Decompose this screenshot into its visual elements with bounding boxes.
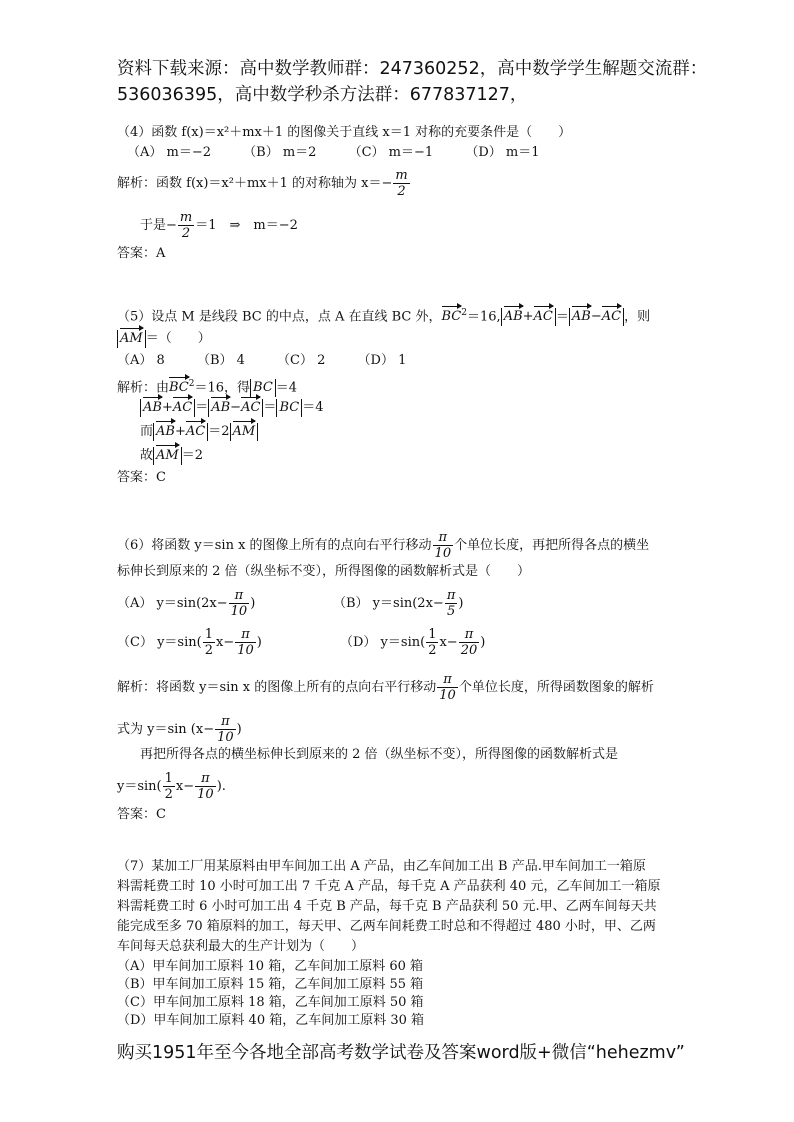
vector-ac: AC (172, 400, 193, 415)
q5-sol-mid: ＝16，得 (194, 380, 251, 396)
fraction-pi-20 (459, 627, 480, 658)
abs-am (153, 447, 182, 465)
q5-solution-line3 (140, 423, 258, 441)
frac-numerator: π (446, 588, 456, 603)
frac-numerator: m (395, 168, 408, 183)
fraction-pi-10 (195, 771, 216, 802)
q6-option-c-text: （C） y＝sin( (117, 635, 202, 650)
header-banner: 资料下载来源：高中数学教师群：247360252，高中数学学生解题交流群：536036395，高中数学秒杀方法群：677837127， (117, 59, 708, 105)
fraction-pi-10 (229, 588, 250, 619)
frac-numerator: π (437, 672, 458, 688)
vector-ab: AB (143, 400, 162, 415)
q5-solution-line4 (140, 447, 203, 465)
q5-options (117, 352, 434, 370)
vector-ac: AC (533, 309, 553, 325)
q4-solution (117, 168, 411, 199)
q6-solution-line4 (117, 771, 226, 802)
q6-sol-line2-text: 式为 y＝sin (x− (117, 722, 215, 737)
q6-sol-cont: 个单位长度，所得函数图象的解析 (458, 680, 654, 695)
vector-am: AM (156, 448, 179, 463)
q7-option-c: （C）甲车间加工原料 18 箱，乙车间加工原料 50 箱 (117, 995, 424, 1010)
abs-diff: AB−AC (569, 308, 624, 326)
abs-sum: AB+AC (153, 423, 208, 441)
frac-denominator: 10 (197, 787, 214, 802)
abs-am (117, 330, 146, 348)
vector-bc: BC (441, 309, 462, 325)
q6-option-a (117, 588, 255, 619)
q6-option-b (333, 588, 463, 619)
fraction-pi-10 (437, 672, 458, 703)
abs-bc: BC (276, 399, 302, 417)
q5-solution-line1 (117, 375, 297, 397)
frac-denominator: 2 (181, 226, 191, 241)
q7-stem-line: 料需耗费工时 6 小时可加工出 4 千克 B 产品，每千克 B 产品获利 50 元.甲、乙两车间每天共 (117, 899, 657, 914)
q5-option-c: （C） 2 (277, 353, 326, 368)
q7-stem-line: （7）某加工厂用某原料由甲车间加工出 A 产品，由乙车间加工出 B 产品.甲车间加工一箱原 (117, 859, 646, 874)
vector-ac: AC (185, 424, 206, 439)
q5-answer: 答案：C (117, 470, 166, 485)
fraction-half (203, 627, 215, 658)
close-paren: ) (236, 722, 242, 737)
q7-stem-line: 料需耗费工时 10 小时可加工出 7 千克 A 产品，每千克 A 产品获利 40 元，乙车间加工一箱原 (117, 879, 661, 894)
q5-line3-prefix: 而 (140, 424, 154, 439)
q4-option-d: （D） m＝1 (465, 145, 540, 160)
abs-diff: AB−AC (208, 399, 263, 417)
q5-option-b: （B） 4 (196, 353, 245, 368)
q6-answer: 答案：C (117, 807, 166, 822)
frac-numerator: π (235, 627, 256, 643)
q6-solution-line2 (117, 714, 242, 745)
frac-denominator: 10 (439, 688, 456, 703)
close-paren: ) (458, 596, 464, 611)
q4-step-prefix: 于是− (140, 218, 177, 233)
close-paren: ) (250, 596, 256, 611)
q5-stem-line2 (117, 330, 211, 348)
q5-sol-result: ＝4 (275, 380, 298, 396)
footer-banner: 购买1951年至今各地全部高考数学试卷及答案word版+微信“hehezmv” (117, 1043, 685, 1063)
fraction-half (426, 627, 438, 658)
q6-sol-text: 解析：将函数 y＝sin x 的图像上所有的点向右平行移动 (117, 680, 437, 695)
q5-stem-blank: ＝（ ） (145, 331, 211, 346)
superscript: 2 (188, 379, 195, 389)
q5-line3-mid: ＝2 (208, 424, 230, 439)
q6-stem-line2: 标伸长到原来的 2 倍（纵坐标不变），所得图像的函数解析式是（ ） (117, 564, 531, 579)
q5-line4-tail: ＝2 (181, 448, 203, 463)
q4-options (127, 144, 567, 162)
q6-option-d-mid: x− (439, 635, 458, 650)
vector-ab: AB (571, 309, 591, 325)
q5-stem-text: （5）设点 M 是线段 BC 的中点，点 A 在直线 BC 外， (117, 309, 442, 325)
frac-denominator: 20 (460, 643, 478, 658)
q5-option-a: （A） 8 (117, 353, 165, 368)
q4-stem: （4）函数 f(x)＝x²＋mx＋1 的图像关于直线 x＝1 对称的充要条件是（ ） (117, 125, 572, 140)
fraction-half (163, 771, 175, 802)
q7-stem-line: 能完成至多 70 箱原料的加工，每天甲、乙两车间耗费工时总和不得超过 480 小时，甲、乙两 (117, 919, 656, 934)
q5-stem-then: ，则 (624, 309, 651, 325)
q4-option-b: （B） m＝2 (243, 145, 317, 160)
q4-option-c: （C） m＝−1 (348, 145, 434, 160)
abs-bc: BC (250, 379, 276, 397)
vector-am: AM (120, 331, 143, 346)
frac-numerator: π (195, 771, 216, 787)
frac-numerator: m (179, 210, 193, 225)
q7-option-d: （D）甲车间加工原料 40 箱，乙车间加工原料 30 箱 (117, 1013, 425, 1028)
fraction-pi-10 (235, 627, 256, 658)
q7-option-b: （B）甲车间加工原料 15 箱，乙车间加工原料 55 箱 (117, 977, 424, 992)
q6-option-d-text: （D） y＝sin( (340, 635, 426, 650)
q4-solution-fraction (393, 168, 409, 199)
q4-step-suffix: ＝1 ⇒ m＝−2 (195, 218, 298, 233)
frac-denominator: 2 (164, 787, 173, 802)
vector-bc: BC (169, 380, 189, 396)
q5-option-d: （D） 1 (357, 353, 407, 368)
q5-stem-eq: ＝16, (467, 309, 501, 325)
q6-solution-line1 (117, 672, 654, 703)
q6-option-b-text: （B） y＝sin(2x− (333, 596, 444, 611)
q5-line2-tail: ＝4 (302, 400, 324, 415)
frac-denominator: 10 (434, 546, 452, 561)
frac-numerator: π (433, 530, 454, 546)
q7-option-a: （A）甲车间加工原料 10 箱，乙车间加工原料 60 箱 (117, 959, 424, 974)
fraction-pi-10 (215, 714, 236, 745)
superscript: 2 (461, 308, 467, 318)
q6-solution-line3: 再把所得各点的横坐标伸长到原来的 2 倍（纵坐标不变），所得图像的函数解析式是 (140, 747, 619, 762)
q4-answer: 答案：A (117, 246, 166, 261)
frac-denominator: 2 (204, 643, 213, 658)
q5-solution-line2: AB+AC ＝ AB−AC ＝ BC ＝4 (140, 399, 323, 417)
q6-option-d (340, 627, 485, 658)
q6-option-a-text: （A） y＝sin(2x− (117, 596, 228, 611)
frac-numerator: π (229, 588, 250, 604)
vector-ab: AB (211, 400, 231, 415)
q4-step (140, 210, 298, 241)
q5-stem: （5）设点 M 是线段 BC 的中点，点 A 在直线 BC 外，$BC^2=16$, AB+AC ＝ AB−AC ，则 (117, 308, 651, 325)
frac-denominator: 10 (230, 604, 248, 619)
frac-denominator: 10 (217, 730, 234, 745)
abs-sum: AB+AC (501, 308, 556, 326)
q5-line4-prefix: 故 (140, 448, 154, 463)
vector-am: AM (232, 424, 256, 439)
frac-denominator: 10 (237, 643, 254, 658)
q4-option-a: （A） m＝−2 (127, 145, 212, 160)
q6-option-c (117, 627, 262, 658)
q6-sol-line4-end: ). (216, 779, 226, 794)
frac-denominator: 2 (428, 643, 437, 658)
close-paren: ) (480, 635, 486, 650)
q6-option-c-mid: x− (215, 635, 235, 650)
q6-stem-cont: 个单位长度，再把所得各点的横坐 (454, 538, 650, 553)
frac-numerator: 1 (428, 627, 437, 642)
q6-sol-line4-mid: x− (175, 779, 195, 794)
frac-denominator: 5 (446, 604, 456, 619)
abs-sum: AB+AC (140, 399, 195, 417)
frac-numerator: 1 (164, 771, 173, 786)
fraction-pi-10 (433, 530, 454, 561)
frac-numerator: 1 (204, 627, 213, 642)
q4-solution-text: 解析：函数 f(x)＝x²＋mx＋1 的对称轴为 x＝− (117, 176, 393, 191)
q6-sol-line4-text: y＝sin( (117, 779, 162, 794)
q7-stem-line: 车间每天总获利最大的生产计划为（ ） (117, 939, 365, 954)
q4-step-fraction (178, 210, 194, 241)
vector-ab: AB (156, 424, 175, 439)
vector-ac: AC (241, 400, 261, 415)
frac-denominator: 2 (397, 184, 406, 199)
frac-numerator: π (215, 714, 236, 730)
fraction-pi-5 (445, 588, 458, 619)
close-paren: ) (256, 635, 262, 650)
q5-sol-prefix: 解析：由 (117, 380, 170, 396)
q6-stem (117, 530, 649, 561)
abs-am (230, 423, 259, 441)
vector-ac: AC (601, 309, 622, 325)
q6-stem-text: （6）将函数 y＝sin x 的图像上所有的点向右平行移动 (117, 538, 432, 553)
frac-numerator: π (459, 627, 480, 643)
vector-ab: AB (503, 309, 523, 325)
